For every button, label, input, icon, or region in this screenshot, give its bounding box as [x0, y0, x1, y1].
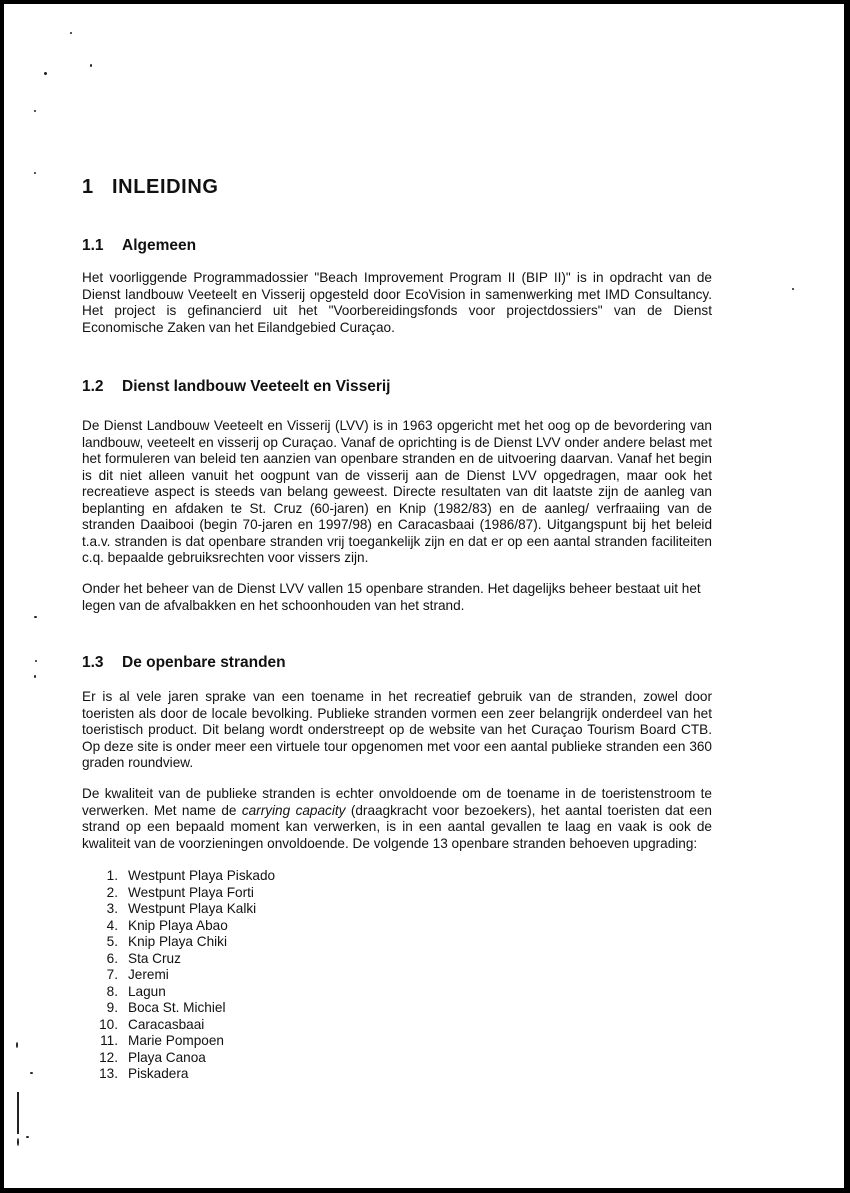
scan-speck [35, 660, 37, 662]
scan-mark [17, 1092, 19, 1134]
list-item-name: Knip Playa Chiki [128, 934, 227, 949]
list-item-number: 2. [106, 884, 118, 900]
paragraph-recreatief-gebruik: Er is al vele jaren sprake van een toename in het recreatief gebruik van de stranden, zowel door toeristen als door de locale bevolking. Publieke stranden vormen een zeer belangrijk onderdeel van het toeristisch product. Dit belang wordt onderstreept op de website van het Curaçao Tourism Board CTB. Op deze site is onder meer een virtuele tour opgenomen met voor een aantal publieke stranden een 360 graden roundview. [82, 689, 712, 770]
list-item [82, 1033, 275, 1050]
list-item [82, 1000, 275, 1017]
scan-speck [34, 110, 36, 112]
list-item [82, 1050, 275, 1067]
list-item [82, 1017, 275, 1034]
section-heading-algemeen [82, 237, 196, 255]
list-item-number: 3. [106, 901, 118, 916]
section-title: Algemeen [122, 237, 197, 254]
scan-speck [792, 288, 794, 290]
list-item-number: 13. [99, 1066, 118, 1081]
list-item-number: 6. [106, 950, 118, 966]
scan-speck [26, 1136, 29, 1138]
list-item [82, 868, 275, 885]
scan-speck [30, 1072, 33, 1074]
list-item-name: Westpunt Playa Forti [128, 884, 254, 900]
section-heading-openbare-stranden [82, 654, 286, 672]
list-item [82, 951, 275, 968]
paragraph-text: De kwaliteit van de publieke stranden is echter onvoldoende om de toename in de toeristenstroom te verwerken. Met name de [82, 786, 712, 818]
list-item-name: Caracasbaai [128, 1016, 205, 1032]
chapter-heading [82, 176, 219, 199]
scan-speck [16, 1042, 18, 1048]
list-item-name: Sta Cruz [128, 950, 181, 966]
list-item-name: Marie Pompoen [128, 1033, 224, 1048]
list-item [82, 1066, 275, 1083]
section-title: Dienst landbouw Veeteelt en Visserij [122, 378, 391, 395]
section-heading-dienst-lvv [82, 378, 390, 396]
list-item-number: 10. [99, 1016, 118, 1032]
list-item-number: 4. [106, 917, 118, 933]
section-number: 1.2 [82, 378, 104, 395]
document-page [4, 4, 844, 1188]
section-number: 1.3 [82, 654, 104, 671]
list-item-number: 5. [106, 934, 118, 949]
scan-speck [44, 72, 47, 75]
list-item [82, 967, 275, 984]
scan-speck [34, 172, 36, 174]
list-item-name: Piskadera [128, 1066, 189, 1081]
list-item [82, 885, 275, 902]
list-item-name: Westpunt Playa Kalki [128, 901, 257, 916]
list-item [82, 984, 275, 1001]
list-item-name: Jeremi [128, 967, 169, 982]
list-item-name: Knip Playa Abao [128, 917, 228, 933]
list-item-name: Boca St. Michiel [128, 1000, 226, 1015]
emphasis-carrying-capacity: carrying capacity [241, 802, 346, 818]
paragraph-algemeen: Het voorliggende Programmadossier "Beach Improvement Program II (BIP II)" is in opdracht van de Dienst landbouw Veeteelt en Visserij opgesteld door EcoVision in samenwerking met IMD Consultancy. Het project is gefinancierd uit het "Voorbereidingsfonds voor projectdossiers" van de Dienst Economische Zaken van het Eilandgebied Curaçao. [82, 270, 712, 335]
scan-speck [70, 32, 72, 34]
scan-speck [34, 675, 36, 678]
list-item-number: 1. [106, 868, 118, 883]
scan-speck [17, 1138, 19, 1146]
beach-list [82, 868, 275, 1083]
chapter-number: 1 [82, 176, 94, 198]
list-item [82, 918, 275, 935]
list-item [82, 901, 275, 918]
paragraph-kwaliteit-stranden [82, 786, 712, 852]
list-item-number: 11. [100, 1033, 118, 1048]
list-item [82, 934, 275, 951]
list-item-number: 9. [106, 1000, 118, 1015]
section-number: 1.1 [82, 237, 104, 254]
list-item-number: 7. [106, 967, 118, 982]
section-title: De openbare stranden [122, 654, 286, 671]
scan-speck [34, 616, 37, 618]
chapter-title: INLEIDING [112, 176, 219, 198]
list-item-number: 8. [106, 983, 118, 999]
list-item-name: Westpunt Playa Piskado [128, 868, 276, 883]
list-item-name: Lagun [128, 983, 166, 999]
list-item-number: 12. [99, 1049, 118, 1065]
paragraph-dienst-lvv-history: De Dienst Landbouw Veeteelt en Visserij (LVV) is in 1963 opgericht met het oog op de bevordering van landbouw, veeteelt en visserij op Curaçao. Vanaf de oprichting is de Dienst LVV onder andere belast met het formuleren van beleid ten aanzien van openbare stranden en de uitvoering daarvan. Vanaf het begin is dit niet alleen vanuit het oogpunt van de visserij aan de Dienst LVV opgedragen, maar ook het recreatieve aspect is steeds van belang geweest. Directe resultaten van dit laatste zijn de aanleg van beplanting en afdaken te St. Cruz (60-jaren) en Knip (1982/83) en de aanleg/ verfraaiing van de stranden Daaibooi (begin 70-jaren en 1997/98) en Caracasbaai (1986/87). Uitgangspunt bij het beleid t.a.v. stranden is dat openbare stranden vrij toegankelijk zijn en dat er op een aantal stranden faciliteiten c.q. bepaalde gebruiksrechten voor vissers zijn. [82, 418, 712, 565]
paragraph-text: (draagkracht voor bezoekers), het aantal toeristen dat een strand op een bepaald moment kan verwerken, is in een aantal gevallen te laag en vaak is ook de kwaliteit van de voorzieningen onvoldoende. De volgende 13 openbare stranden behoeven upgrading: [82, 802, 712, 851]
list-item-name: Playa Canoa [128, 1049, 206, 1065]
paragraph-dienst-lvv-management: Onder het beheer van de Dienst LVV vallen 15 openbare stranden. Het dagelijks beheer bestaat uit het legen van de afvalbakken en het schoonhouden van het strand. [82, 581, 701, 613]
scan-speck [90, 64, 92, 67]
